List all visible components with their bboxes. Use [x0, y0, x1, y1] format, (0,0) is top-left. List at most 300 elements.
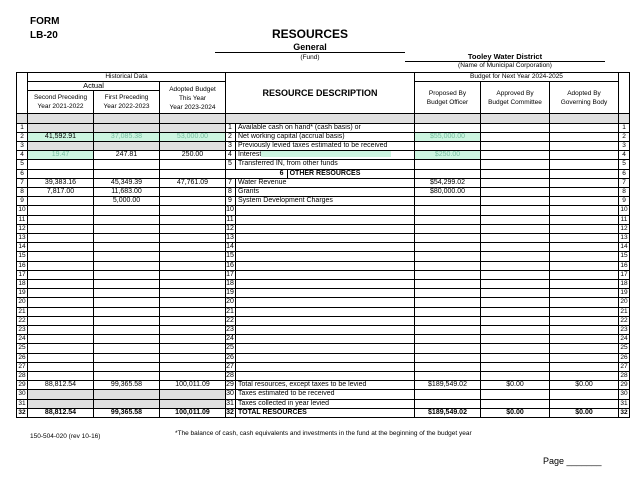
- amount-cell[interactable]: [160, 390, 226, 399]
- amount-cell[interactable]: $0.00: [481, 408, 550, 417]
- amount-cell[interactable]: [28, 353, 94, 362]
- amount-cell[interactable]: [94, 123, 160, 132]
- amount-cell[interactable]: [94, 344, 160, 353]
- description-cell[interactable]: [226, 335, 415, 344]
- amount-cell[interactable]: [28, 243, 94, 252]
- line-number-cell: 1: [17, 123, 28, 132]
- amount-cell[interactable]: [160, 280, 226, 289]
- amount-cell[interactable]: [481, 132, 550, 141]
- amount-cell[interactable]: 247.81: [94, 151, 160, 160]
- amount-cell[interactable]: [550, 169, 619, 178]
- description-cell[interactable]: [226, 270, 415, 279]
- amount-cell[interactable]: [481, 215, 550, 224]
- line-number-cell: 12: [18, 224, 26, 232]
- amount-cell[interactable]: [28, 270, 94, 279]
- fund-caption: (Fund): [300, 54, 320, 61]
- amount-cell[interactable]: [550, 224, 619, 233]
- amount-cell[interactable]: [28, 252, 94, 261]
- line-number: 25: [226, 344, 236, 352]
- amount-cell[interactable]: [481, 123, 550, 132]
- amount-cell[interactable]: [28, 362, 94, 371]
- line-number-cell: 13: [620, 234, 628, 242]
- amount-cell[interactable]: 99,365.58: [94, 381, 160, 390]
- fund-name: General: [293, 42, 327, 52]
- amount-cell[interactable]: [415, 316, 481, 325]
- line-number-cell: 28: [18, 372, 26, 380]
- amount-cell[interactable]: 53,000.00: [160, 132, 226, 141]
- amount-cell[interactable]: [94, 280, 160, 289]
- amount-cell[interactable]: [28, 335, 94, 344]
- line-number: 22: [226, 317, 236, 325]
- description-cell[interactable]: [226, 132, 415, 141]
- amount-cell[interactable]: [415, 344, 481, 353]
- amount-cell[interactable]: [481, 399, 550, 408]
- line-number: 30: [226, 390, 236, 398]
- line-number: 8: [226, 188, 236, 196]
- line-number-cell: 10: [18, 206, 26, 214]
- amount-cell[interactable]: [28, 261, 94, 270]
- amount-cell[interactable]: [160, 307, 226, 316]
- amount-cell[interactable]: [28, 206, 94, 215]
- amount-cell[interactable]: [160, 123, 226, 132]
- amount-cell[interactable]: [160, 261, 226, 270]
- description-cell[interactable]: [226, 326, 415, 335]
- line-number-cell: 31: [18, 399, 26, 407]
- description-cell[interactable]: [226, 215, 415, 224]
- amount-cell[interactable]: [160, 372, 226, 381]
- amount-cell[interactable]: [94, 142, 160, 151]
- description-cell[interactable]: [226, 142, 415, 151]
- amount-cell[interactable]: [415, 280, 481, 289]
- amount-cell[interactable]: 39,383.16: [28, 178, 94, 187]
- amount-cell[interactable]: [160, 335, 226, 344]
- table-row: [17, 280, 630, 289]
- line-number-cell: 2: [619, 132, 630, 141]
- line-number: 27: [226, 363, 236, 371]
- amount-cell[interactable]: [481, 353, 550, 362]
- amount-cell[interactable]: [481, 261, 550, 270]
- amount-cell[interactable]: [160, 197, 226, 206]
- amount-cell[interactable]: $0.00: [550, 381, 619, 390]
- amount-cell[interactable]: [28, 344, 94, 353]
- amount-cell[interactable]: [550, 353, 619, 362]
- line-number-cell: 19: [18, 289, 26, 297]
- amount-cell[interactable]: [550, 270, 619, 279]
- amount-cell[interactable]: [550, 372, 619, 381]
- line-number-cell: 22: [620, 316, 628, 324]
- amount-cell[interactable]: $0.00: [481, 381, 550, 390]
- line-number: 19: [226, 289, 236, 297]
- amount-cell[interactable]: [28, 289, 94, 298]
- amount-cell[interactable]: 41,592.91: [28, 132, 94, 141]
- description-text: Water Revenue: [238, 178, 287, 186]
- resources-table: [16, 72, 630, 418]
- amount-cell[interactable]: [160, 142, 226, 151]
- amount-cell[interactable]: [415, 261, 481, 270]
- amount-cell[interactable]: [550, 280, 619, 289]
- amount-cell[interactable]: [415, 298, 481, 307]
- amount-cell[interactable]: [415, 270, 481, 279]
- amount-cell[interactable]: [415, 335, 481, 344]
- amount-cell[interactable]: [160, 224, 226, 233]
- historical-header: Historical Data: [28, 73, 226, 82]
- amount-cell[interactable]: [160, 169, 226, 178]
- amount-cell[interactable]: [415, 362, 481, 371]
- amount-cell[interactable]: [94, 326, 160, 335]
- amount-cell[interactable]: [481, 307, 550, 316]
- line-number-cell: 2: [17, 132, 28, 141]
- line-number-cell: 21: [18, 307, 26, 315]
- amount-cell[interactable]: [28, 142, 94, 151]
- description-text: OTHER RESOURCES: [289, 169, 361, 177]
- description-cell[interactable]: [226, 224, 415, 233]
- amount-cell[interactable]: [160, 252, 226, 261]
- line-number-cell: 17: [18, 270, 26, 278]
- description-cell[interactable]: [226, 252, 415, 261]
- amount-cell[interactable]: [94, 353, 160, 362]
- description-cell[interactable]: [226, 188, 415, 197]
- amount-cell[interactable]: [481, 335, 550, 344]
- amount-cell[interactable]: [28, 372, 94, 381]
- amount-cell[interactable]: [481, 197, 550, 206]
- amount-cell[interactable]: [28, 169, 94, 178]
- amount-cell[interactable]: [481, 243, 550, 252]
- amount-cell[interactable]: [28, 399, 94, 408]
- amount-cell[interactable]: [94, 335, 160, 344]
- amount-cell[interactable]: 45,349.39: [94, 178, 160, 187]
- line-number-cell: 4: [17, 151, 28, 160]
- amount-cell[interactable]: [160, 188, 226, 197]
- amount-cell[interactable]: [160, 215, 226, 224]
- line-number-cell: 24: [620, 335, 628, 343]
- amount-cell[interactable]: [415, 197, 481, 206]
- line-number-cell: 32: [18, 408, 26, 416]
- line-number-cell: 8: [619, 188, 630, 197]
- amount-cell[interactable]: 88,812.54: [28, 408, 94, 417]
- description-text: Taxes collected in year levied: [238, 399, 330, 407]
- description-cell[interactable]: [226, 261, 415, 270]
- amount-cell[interactable]: [415, 142, 481, 151]
- amount-cell[interactable]: [481, 160, 550, 169]
- amount-cell[interactable]: 11,683.00: [94, 188, 160, 197]
- amount-cell[interactable]: [415, 307, 481, 316]
- amount-cell[interactable]: [550, 206, 619, 215]
- line-number: 23: [226, 326, 236, 334]
- line-number-cell: 1: [619, 123, 630, 132]
- amount-cell[interactable]: [28, 326, 94, 335]
- line-number-cell: 5: [17, 160, 28, 169]
- amount-cell[interactable]: [28, 307, 94, 316]
- amount-cell[interactable]: [94, 243, 160, 252]
- amount-cell[interactable]: [94, 215, 160, 224]
- amount-cell[interactable]: $0.00: [550, 408, 619, 417]
- description-cell[interactable]: [226, 399, 415, 408]
- budget-header: Budget for Next Year 2024-2025: [415, 73, 619, 82]
- amount-cell[interactable]: [481, 372, 550, 381]
- corporation-name: Tooley Water District: [467, 52, 543, 61]
- amount-cell[interactable]: $55,000.00: [415, 132, 481, 141]
- description-text: Taxes estimated to be received: [238, 390, 335, 398]
- amount-cell[interactable]: [415, 372, 481, 381]
- governing-header: Adopted By Governing Body: [550, 82, 619, 114]
- table-row: [17, 408, 630, 417]
- amount-cell[interactable]: [94, 307, 160, 316]
- amount-cell[interactable]: [94, 316, 160, 325]
- amount-cell[interactable]: [550, 243, 619, 252]
- amount-cell[interactable]: [28, 160, 94, 169]
- table-row: [17, 188, 630, 197]
- amount-cell[interactable]: [94, 224, 160, 233]
- amount-cell[interactable]: [415, 234, 481, 243]
- amount-cell[interactable]: [550, 132, 619, 141]
- amount-cell[interactable]: [481, 270, 550, 279]
- amount-cell[interactable]: 100,011.09: [160, 408, 226, 417]
- amount-cell[interactable]: [94, 289, 160, 298]
- line-number: 16: [226, 262, 236, 270]
- amount-cell[interactable]: [160, 298, 226, 307]
- amount-cell[interactable]: [550, 399, 619, 408]
- amount-cell[interactable]: [28, 280, 94, 289]
- description-cell[interactable]: [226, 390, 415, 399]
- first-preceding-header: First Preceding Year 2022-2023: [94, 91, 160, 114]
- amount-cell[interactable]: [550, 261, 619, 270]
- amount-cell[interactable]: [481, 362, 550, 371]
- amount-cell[interactable]: [415, 224, 481, 233]
- amount-cell[interactable]: [160, 344, 226, 353]
- amount-cell[interactable]: [415, 123, 481, 132]
- line-number-cell: 32: [620, 408, 628, 416]
- amount-cell[interactable]: [28, 298, 94, 307]
- description-cell[interactable]: [226, 381, 415, 390]
- amount-cell[interactable]: [481, 326, 550, 335]
- amount-cell[interactable]: [415, 169, 481, 178]
- line-number-cell: 16: [18, 261, 26, 269]
- description-cell[interactable]: [226, 372, 415, 381]
- amount-cell[interactable]: [481, 280, 550, 289]
- description-cell[interactable]: [226, 316, 415, 325]
- amount-cell[interactable]: [550, 197, 619, 206]
- amount-cell[interactable]: [94, 399, 160, 408]
- form-code: 150-504-020 (rev 10-16): [30, 433, 101, 440]
- amount-cell[interactable]: 37,085.38: [94, 132, 160, 141]
- amount-cell[interactable]: [550, 390, 619, 399]
- amount-cell[interactable]: [550, 178, 619, 187]
- line-number-cell: 29: [620, 381, 628, 389]
- amount-cell[interactable]: [28, 215, 94, 224]
- amount-cell[interactable]: [481, 252, 550, 261]
- amount-cell[interactable]: [160, 399, 226, 408]
- amount-cell[interactable]: 100,011.09: [160, 381, 226, 390]
- amount-cell[interactable]: [415, 160, 481, 169]
- line-number-cell: 19: [620, 289, 628, 297]
- amount-cell[interactable]: [550, 298, 619, 307]
- amount-cell[interactable]: [481, 344, 550, 353]
- amount-cell[interactable]: 5,000.00: [94, 197, 160, 206]
- amount-cell[interactable]: [481, 206, 550, 215]
- amount-cell[interactable]: [160, 316, 226, 325]
- amount-cell[interactable]: [550, 307, 619, 316]
- amount-cell[interactable]: [94, 390, 160, 399]
- description-cell[interactable]: [226, 289, 415, 298]
- amount-cell[interactable]: [160, 270, 226, 279]
- amount-cell[interactable]: [94, 160, 160, 169]
- description-cell[interactable]: [226, 298, 415, 307]
- amount-cell[interactable]: [415, 252, 481, 261]
- line-number-cell: 9: [17, 197, 28, 206]
- amount-cell[interactable]: [94, 270, 160, 279]
- amount-cell[interactable]: [94, 234, 160, 243]
- description-cell[interactable]: [226, 243, 415, 252]
- amount-cell[interactable]: [415, 353, 481, 362]
- amount-cell[interactable]: [550, 151, 619, 160]
- table-row: [17, 316, 630, 325]
- amount-cell[interactable]: 88,812.54: [28, 381, 94, 390]
- line-number: 11: [226, 216, 236, 224]
- description-header: RESOURCE DESCRIPTION: [226, 73, 415, 114]
- amount-cell[interactable]: [550, 344, 619, 353]
- amount-cell[interactable]: [550, 142, 619, 151]
- amount-cell[interactable]: 250.00: [160, 151, 226, 160]
- line-number: 18: [226, 280, 236, 288]
- amount-cell[interactable]: [415, 289, 481, 298]
- line-number-cell: 29: [18, 381, 26, 389]
- amount-cell[interactable]: $189,549.02: [415, 381, 481, 390]
- amount-cell[interactable]: [28, 316, 94, 325]
- amount-cell[interactable]: [28, 197, 94, 206]
- amount-cell[interactable]: [550, 316, 619, 325]
- amount-cell[interactable]: [160, 362, 226, 371]
- amount-cell[interactable]: [28, 234, 94, 243]
- amount-cell[interactable]: [481, 151, 550, 160]
- amount-cell[interactable]: [94, 298, 160, 307]
- amount-cell[interactable]: [481, 169, 550, 178]
- amount-cell[interactable]: [415, 243, 481, 252]
- line-number: 26: [226, 354, 236, 362]
- description-cell[interactable]: [226, 353, 415, 362]
- description-cell[interactable]: [226, 160, 415, 169]
- amount-cell[interactable]: [550, 215, 619, 224]
- amount-cell[interactable]: [550, 362, 619, 371]
- description-cell[interactable]: [226, 307, 415, 316]
- amount-cell[interactable]: [94, 169, 160, 178]
- description-cell[interactable]: [226, 344, 415, 353]
- amount-cell[interactable]: [481, 224, 550, 233]
- second-preceding-header: Second Preceding Year 2021-2022: [28, 91, 94, 114]
- amount-cell[interactable]: [160, 353, 226, 362]
- line-number-cell: 25: [18, 344, 26, 352]
- line-number-cell: 8: [17, 188, 28, 197]
- table-row: [17, 362, 630, 371]
- amount-cell[interactable]: [94, 252, 160, 261]
- amount-cell[interactable]: [550, 289, 619, 298]
- amount-cell[interactable]: [94, 206, 160, 215]
- amount-cell[interactable]: [415, 206, 481, 215]
- line-number-cell: 30: [18, 390, 26, 398]
- amount-cell[interactable]: [415, 326, 481, 335]
- amount-cell[interactable]: [550, 252, 619, 261]
- amount-cell[interactable]: [415, 215, 481, 224]
- description-cell[interactable]: [226, 362, 415, 371]
- line-number: 1: [226, 124, 236, 132]
- amount-cell[interactable]: [160, 243, 226, 252]
- description-cell[interactable]: [226, 178, 415, 187]
- amount-cell[interactable]: [28, 390, 94, 399]
- amount-cell[interactable]: [94, 261, 160, 270]
- amount-cell[interactable]: $250.00: [415, 151, 481, 160]
- amount-cell[interactable]: [481, 234, 550, 243]
- amount-cell[interactable]: 47,761.09: [160, 178, 226, 187]
- page-title: RESOURCES: [271, 27, 348, 41]
- amount-cell[interactable]: [160, 206, 226, 215]
- amount-cell[interactable]: [94, 362, 160, 371]
- amount-cell[interactable]: 99,365.58: [94, 408, 160, 417]
- line-number: 31: [226, 400, 236, 408]
- line-number-cell: 23: [18, 326, 26, 334]
- amount-cell[interactable]: $189,549.02: [415, 408, 481, 417]
- amount-cell[interactable]: [550, 234, 619, 243]
- amount-cell[interactable]: [160, 289, 226, 298]
- amount-cell[interactable]: [160, 160, 226, 169]
- amount-cell[interactable]: [94, 372, 160, 381]
- amount-cell[interactable]: [481, 390, 550, 399]
- amount-cell[interactable]: 7,817.00: [28, 188, 94, 197]
- line-number: 32: [226, 409, 236, 417]
- amount-cell[interactable]: [550, 188, 619, 197]
- amount-cell[interactable]: [481, 316, 550, 325]
- line-number-cell: 11: [619, 215, 630, 224]
- description-cell[interactable]: [226, 151, 415, 160]
- table-row: [17, 399, 630, 408]
- amount-cell[interactable]: [550, 335, 619, 344]
- line-number-cell: 12: [620, 224, 628, 232]
- amount-cell[interactable]: [481, 298, 550, 307]
- line-number: 12: [226, 225, 236, 233]
- table-row: [17, 270, 630, 279]
- description-cell[interactable]: [226, 123, 415, 132]
- amount-cell[interactable]: [28, 224, 94, 233]
- amount-cell[interactable]: [415, 399, 481, 408]
- amount-cell[interactable]: [160, 326, 226, 335]
- amount-cell[interactable]: [28, 123, 94, 132]
- amount-cell[interactable]: [550, 123, 619, 132]
- line-number: 5: [226, 160, 236, 168]
- amount-cell[interactable]: [550, 326, 619, 335]
- amount-cell[interactable]: $54,299.02: [415, 178, 481, 187]
- description-cell[interactable]: [226, 234, 415, 243]
- amount-cell[interactable]: [481, 289, 550, 298]
- amount-cell[interactable]: [415, 390, 481, 399]
- line-number-cell: 26: [18, 353, 26, 361]
- description-cell[interactable]: [226, 206, 415, 215]
- amount-cell[interactable]: [481, 142, 550, 151]
- interest-highlight: [261, 151, 391, 157]
- amount-cell[interactable]: [550, 160, 619, 169]
- table-row: [17, 372, 630, 381]
- amount-cell[interactable]: [481, 188, 550, 197]
- description-cell[interactable]: [226, 408, 415, 417]
- description-cell[interactable]: [226, 197, 415, 206]
- line-number-cell: 18: [18, 280, 26, 288]
- amount-cell[interactable]: [481, 178, 550, 187]
- table-row: [17, 298, 630, 307]
- description-cell[interactable]: [226, 280, 415, 289]
- description-cell[interactable]: [226, 169, 415, 178]
- amount-cell[interactable]: 19.47: [28, 151, 94, 160]
- amount-cell[interactable]: [160, 234, 226, 243]
- line-number-cell: 16: [620, 261, 628, 269]
- line-number-cell: 30: [620, 390, 628, 398]
- amount-cell[interactable]: $80,000.00: [415, 188, 481, 197]
